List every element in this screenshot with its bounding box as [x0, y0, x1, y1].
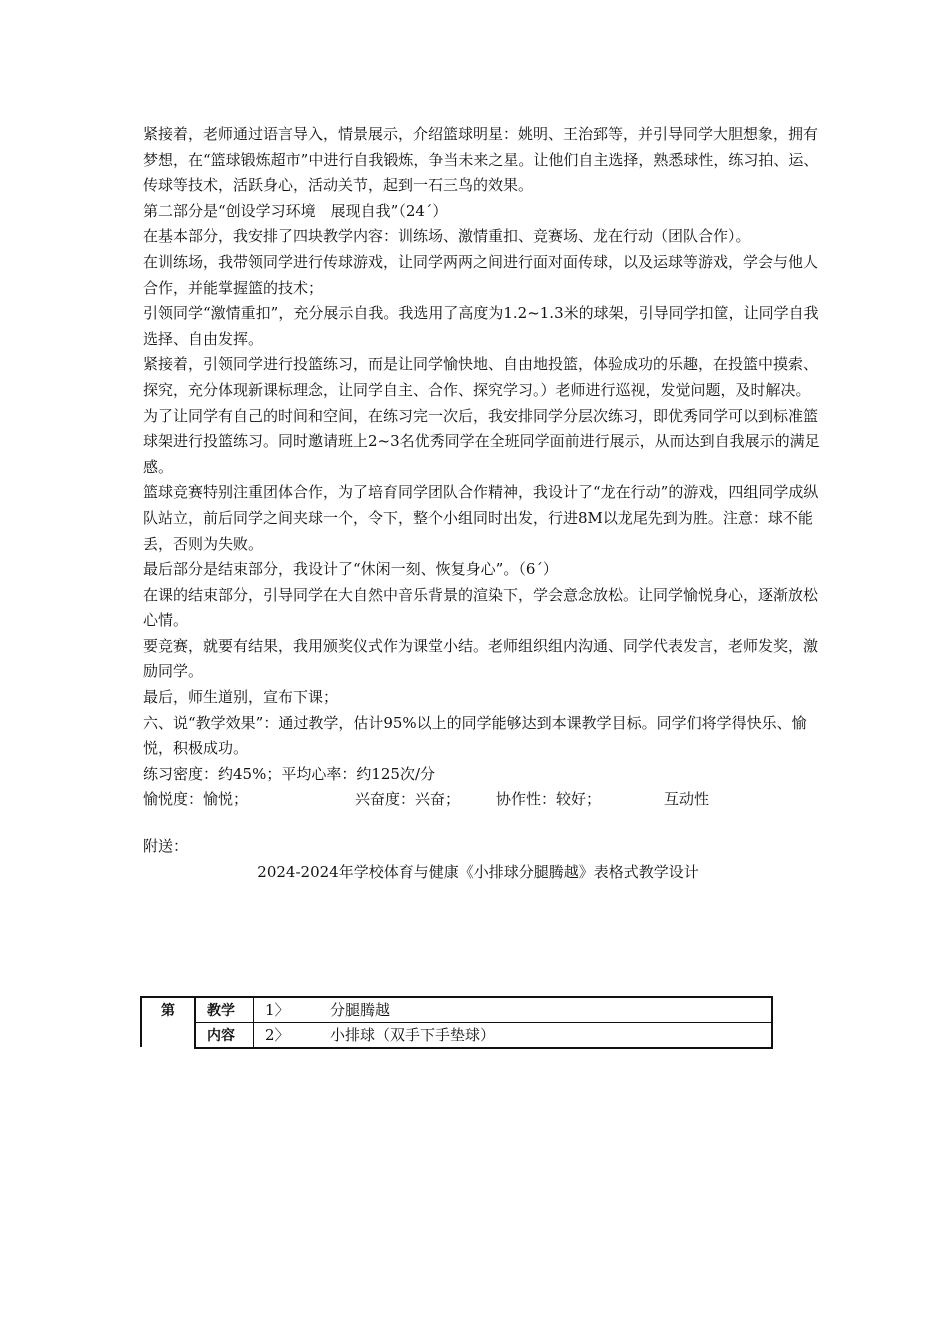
cooperation-index: 协作性：较好；: [496, 790, 602, 809]
section-heading: 第二部分是“创设学习环境 展现自我”（24´）: [143, 201, 448, 220]
table-divider: [195, 1022, 773, 1023]
paragraph: 六、说“教学效果”：通过教学，估计95%以上的同学能够达到本课教学目标。同学们将学得快乐、愉悦，积极成功。: [143, 713, 807, 758]
document-body: [143, 122, 823, 885]
document-title: 2024-2024年学校体育与健康《小排球分腿腾越》表格式教学设计: [257, 862, 699, 881]
paragraph: 篮球竞赛特别注重团体合作，为了培育同学团队合作精神，我设计了“龙在行动”的游戏，四组同学成纵队站立，前后同学之间夹球一个，令下，整个小组同时出发，行进8M以龙尾先到为胜。注意：球不能丢，否则为失败。: [143, 483, 819, 553]
lesson-table: [140, 996, 771, 1047]
pleasure-index: 愉悦度：愉悦；: [143, 790, 249, 809]
paragraph: 要竞赛，就要有结果，我用颁奖仪式作为课堂小结。老师组织组内沟通、同学代表发言，老师发奖，激励同学。: [143, 636, 819, 681]
table-row-number: 2〉: [265, 1026, 290, 1044]
paragraph: 最后，师生道别，宣布下课；: [143, 688, 339, 707]
excitement-index: 兴奋度：兴奋；: [355, 790, 461, 809]
paragraph: 引领同学“激情重扣”，充分展示自我。我选用了高度为1.2~1.3米的球架，引导同学扣筐，让同学自我选择、自由发挥。: [143, 304, 819, 348]
paragraph: 在基本部分，我安排了四块教学内容：训练场、激情重扣、竞赛场、龙在行动（团队合作）。: [143, 227, 751, 246]
table-label-line2: 内容: [207, 1028, 235, 1044]
evaluation-indices: [143, 787, 823, 813]
table-label-line1: 教学: [207, 1003, 235, 1019]
table-border: [140, 996, 773, 998]
paragraph: 紧接着，老师通过语言导入，情景展示，介绍篮球明星：姚明、王治郅等，并引导同学大胆想象，拥有梦想，在“篮球锻炼超市”中进行自我锻炼，争当未来之星。让他们自主选择，熟悉球性，练习拍、运、传球等技术，活跃身心，活动关节，起到一石三鸟的效果。: [143, 125, 819, 195]
table-cell-first: 第: [161, 1003, 175, 1019]
table-row-text: 分腿腾越: [330, 1001, 391, 1019]
interaction-index: 互动性: [664, 790, 710, 809]
table-border: [195, 1047, 773, 1049]
table-row-text: 小排球（双手下手垫球）: [330, 1026, 496, 1044]
paragraph: 练习密度：约45%；平均心率：约125次/分: [143, 764, 436, 783]
paragraph: 紧接着，引领同学进行投篮练习，而是让同学愉快地、自由地投篮，体验成功的乐趣，在投篮中摸索、探究，充分体现新课标理念，让同学自主、合作、探究学习。）老师进行巡视，发觉问题，及时解决。: [143, 355, 819, 399]
attachment-label: 附送：: [143, 837, 189, 856]
paragraph: 在课的结束部分，引导同学在大自然中音乐背景的渲染下，学会意念放松。让同学愉悦身心，逐渐放松心情。: [143, 585, 819, 630]
table-border: [140, 996, 142, 1047]
paragraph: 在训练场，我带领同学进行传球游戏，让同学两两之间进行面对面传球，以及运球等游戏，学会与他人合作，并能掌握篮的技术；: [143, 252, 819, 297]
table-row-number: 1〉: [265, 1001, 290, 1019]
section-heading: 最后部分是结束部分，我设计了“休闲一刻、恢复身心”。（6´）: [143, 560, 558, 579]
paragraph: 为了让同学有自己的时间和空间，在练习完一次后，我安排同学分层次练习，即优秀同学可以到标准篮球架进行投篮练习。同时邀请班上2~3名优秀同学在全班同学面前进行展示，从而达到自我展示的满足感。: [143, 406, 820, 476]
